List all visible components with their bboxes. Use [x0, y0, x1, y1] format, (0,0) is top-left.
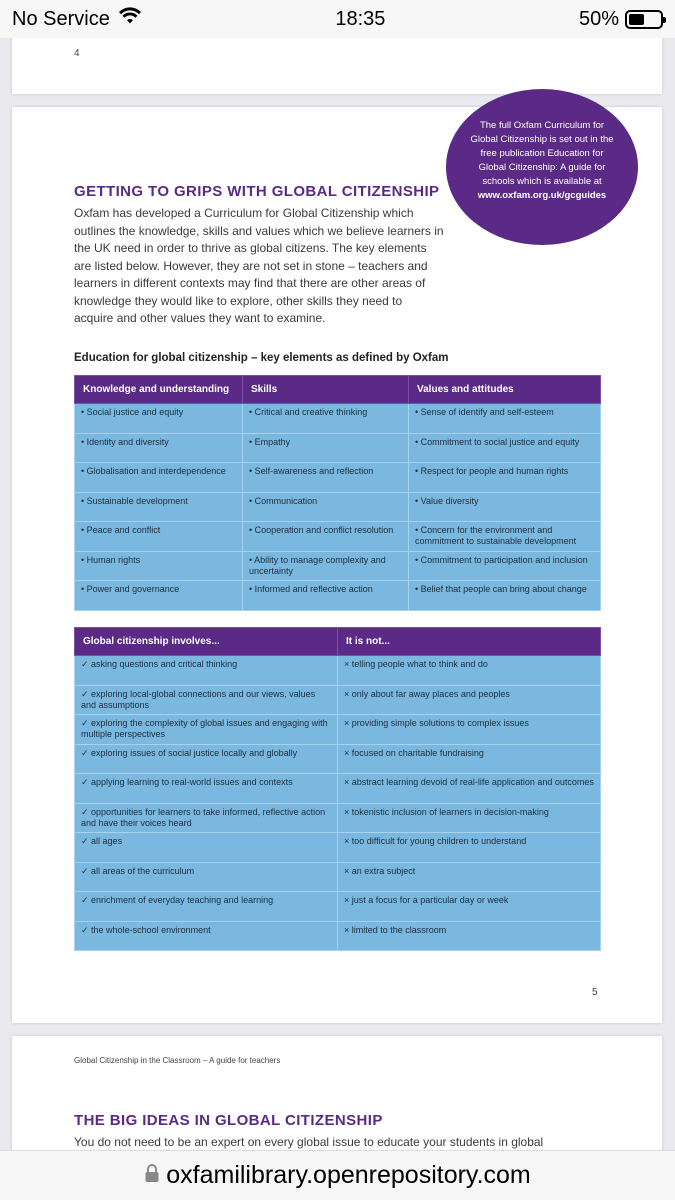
table-header-row	[75, 628, 601, 656]
battery-cap	[663, 17, 666, 23]
table-cell: × tokenistic inclusion of learners in decision-making	[338, 803, 601, 833]
circle-text: The full Oxfam Curriculum for Global Citizenship is set out in the free publication Education for Global Citizenship: A guide for schools which is available at	[470, 120, 614, 187]
column-header: Values and attitudes	[409, 376, 601, 404]
table-cell: • Sustainable development	[75, 492, 243, 522]
table-cell: ✓ all ages	[75, 833, 338, 863]
table-cell: × just a focus for a particular day or week	[338, 892, 601, 922]
section-title: GETTING TO GRIPS WITH GLOBAL CITIZENSHIP	[74, 183, 440, 200]
table-row	[75, 492, 601, 522]
circle-link[interactable]: www.oxfam.org.uk/gcguides	[477, 190, 607, 201]
table-cell: × limited to the classroom	[338, 921, 601, 951]
clock: 18:35	[335, 7, 386, 30]
table-cell: ✓ exploring the complexity of global issues and engaging with multiple perspectives	[75, 715, 338, 745]
table-cell: • Self-awareness and reflection	[243, 463, 409, 493]
table-cell: × abstract learning devoid of real-life application and outcomes	[338, 774, 601, 804]
table-cell: • Identity and diversity	[75, 433, 243, 463]
column-header: Global citizenship involves...	[75, 628, 338, 656]
table-row	[75, 551, 601, 581]
table-row	[75, 463, 601, 493]
table-cell: × an extra subject	[338, 862, 601, 892]
info-circle	[446, 89, 638, 245]
document-viewer[interactable]	[0, 38, 675, 1150]
table-cell: ✓ the whole-school environment	[75, 921, 338, 951]
table-cell: • Respect for people and human rights	[409, 463, 601, 493]
url-text[interactable]: oxfamilibrary.openrepository.com	[166, 1161, 531, 1189]
table-row	[75, 715, 601, 745]
table-cell: ✓ enrichment of everyday teaching and learning	[75, 892, 338, 922]
table-row	[75, 433, 601, 463]
status-left	[12, 7, 142, 31]
page-6	[12, 1036, 662, 1150]
status-bar	[0, 0, 675, 38]
table-cell: • Cooperation and conflict resolution	[243, 522, 409, 552]
table-cell: • Value diversity	[409, 492, 601, 522]
body-text: You do not need to be an expert on every global issue to educate your students in global	[74, 1135, 544, 1149]
table-row	[75, 744, 601, 774]
battery-fill	[629, 14, 644, 25]
page-4	[12, 38, 662, 94]
table-cell: ✓ opportunities for learners to take informed, reflective action and have their voices heard	[75, 803, 338, 833]
table-row	[75, 774, 601, 804]
table-row	[75, 921, 601, 951]
table-cell: × providing simple solutions to complex issues	[338, 715, 601, 745]
table-cell: • Critical and creative thinking	[243, 404, 409, 434]
battery-icon	[625, 10, 663, 29]
table-row	[75, 656, 601, 686]
table-row	[75, 892, 601, 922]
table-cell: • Sense of identify and self-esteem	[409, 404, 601, 434]
table-row	[75, 404, 601, 434]
table-cell: ✓ applying learning to real-world issues and contexts	[75, 774, 338, 804]
table-cell: • Belief that people can bring about change	[409, 581, 601, 611]
table-cell: • Informed and reflective action	[243, 581, 409, 611]
page-number: 5	[592, 987, 598, 998]
column-header: It is not...	[338, 628, 601, 656]
table-cell: × focused on charitable fundraising	[338, 744, 601, 774]
table-row	[75, 833, 601, 863]
page-number: 4	[74, 48, 80, 59]
carrier-label: No Service	[12, 7, 110, 30]
intro-paragraph: Oxfam has developed a Curriculum for Global Citizenship which outlines the knowledge, skills and values which we believe learners in the UK need in order to thrive as global citizens. The key elements are listed below. However, they are not set in stone – teachers and learners in different contexts may find that there are other areas of knowledge they would like to explore, other skills they need to acquire and other values they want to examine.	[74, 206, 444, 325]
table-cell: ✓ exploring issues of social justice locally and globally	[75, 744, 338, 774]
table-row	[75, 685, 601, 715]
table-cell: • Commitment to participation and inclusion	[409, 551, 601, 581]
column-header: Skills	[243, 376, 409, 404]
table-cell: × only about far away places and peoples	[338, 685, 601, 715]
table-cell: • Social justice and equity	[75, 404, 243, 434]
table-header-row	[75, 376, 601, 404]
table-cell: • Peace and conflict	[75, 522, 243, 552]
table-row	[75, 862, 601, 892]
table-cell: × telling people what to think and do	[338, 656, 601, 686]
url-bar[interactable]	[0, 1150, 675, 1200]
lock-icon	[144, 1161, 160, 1190]
section-title: THE BIG IDEAS IN GLOBAL CITIZENSHIP	[74, 1112, 383, 1129]
key-elements-table	[74, 375, 601, 611]
table-caption: Education for global citizenship – key elements as defined by Oxfam	[74, 352, 449, 364]
table-cell: • Communication	[243, 492, 409, 522]
involves-vs-not-table	[74, 627, 601, 951]
status-right	[579, 8, 663, 31]
table-cell: • Power and governance	[75, 581, 243, 611]
table-row	[75, 803, 601, 833]
battery-percent: 50%	[578, 7, 619, 30]
table-cell: ✓ exploring local-global connections and our views, values and assumptions	[75, 685, 338, 715]
table-cell: • Ability to manage complexity and uncertainty	[243, 551, 409, 581]
table-cell: ✓ asking questions and critical thinking	[75, 656, 338, 686]
table-row	[75, 522, 601, 552]
table-cell: × too difficult for young children to understand	[338, 833, 601, 863]
table-cell: • Commitment to social justice and equity	[409, 433, 601, 463]
running-header: Global Citizenship in the Classroom – A guide for teachers	[74, 1056, 281, 1065]
table-cell: • Globalisation and interdependence	[75, 463, 243, 493]
table-row	[75, 581, 601, 611]
table-cell: • Concern for the environment and commitment to sustainable development	[409, 522, 601, 552]
table-cell: ✓ all areas of the curriculum	[75, 862, 338, 892]
page-5	[12, 107, 662, 1023]
table-cell: • Human rights	[75, 551, 243, 581]
wifi-icon	[118, 7, 142, 31]
column-header: Knowledge and understanding	[75, 376, 243, 404]
table-cell: • Empathy	[243, 433, 409, 463]
